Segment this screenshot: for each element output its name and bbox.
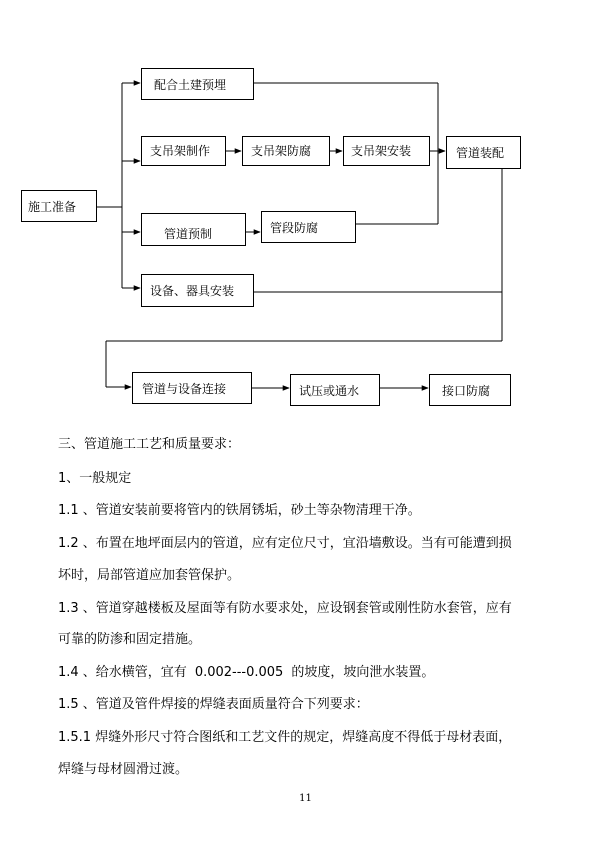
flow-box-pipe-assembly: [446, 136, 521, 169]
flow-box-hanger-install: [343, 136, 430, 166]
heading-general: 1、一般规定: [58, 471, 132, 486]
flow-label-civil: 配合土建预埋: [154, 77, 227, 92]
flow-box-equipment: [141, 274, 254, 307]
clause-1-5-1-line1: 1.5.1 焊缝外形尺寸符合图纸和工艺文件的规定，焊缝高度不得低于母材表面，: [58, 730, 512, 745]
clause-1-5: 1.5 、管道及管件焊接的焊缝表面质量符合下列要求：: [58, 697, 369, 712]
flow-label-pipe-connect: 管道与设备连接: [142, 381, 227, 396]
flow-label-hanger-make: 支吊架制作: [150, 144, 211, 158]
clause-1-4-suffix: 的坡度，坡向泄水装置。: [291, 665, 435, 680]
flow-box-pipe-prefab: [141, 213, 246, 246]
flow-box-pressure-test: [290, 374, 380, 406]
clause-1-1: 1.1 、管道安装前要将管内的铁屑锈垢，砂土等杂物清理干净。: [58, 503, 421, 518]
flow-label-hanger-install: 支吊架安装: [351, 144, 412, 158]
clause-1-3-line1: 1.3 、管道穿越楼板及屋面等有防水要求处，应设钢套管或刚性防水套管，应有: [58, 601, 512, 616]
flow-box-hanger-paint: [242, 136, 330, 166]
flow-box-pipe-paint: [261, 211, 356, 243]
clause-1-2-line1: 1.2 、布置在地坪面层内的管道，应有定位尺寸，宜沿墙敷设。当有可能遭到损: [58, 536, 512, 551]
flow-box-prep: [21, 190, 97, 222]
flow-box-pipe-connect: [132, 372, 252, 404]
clause-1-3-line2: 可靠的防渗和固定措施。: [58, 632, 202, 647]
flow-label-pressure-test: 试压或通水: [299, 383, 360, 398]
flow-label-hanger-paint: 支吊架防腐: [251, 144, 312, 158]
clause-1-4-prefix: 1.4 、给水横管，宜有: [58, 665, 187, 680]
flow-label-pipe-assembly: 管道装配: [456, 146, 505, 160]
flow-label-equipment: 设备、器具安装: [150, 284, 235, 298]
section-heading: 三、管道施工工艺和质量要求：: [58, 437, 241, 452]
clause-1-2-line2: 坏时，局部管道应加套管保护。: [58, 568, 241, 583]
flow-box-hanger-make: [141, 136, 226, 166]
flow-label-pipe-paint: 管段防腐: [270, 220, 319, 235]
flow-label-pipe-prefab: 管道预制: [164, 227, 213, 241]
page-number: 11: [299, 793, 312, 804]
flow-label-prep: 施工准备: [28, 199, 77, 214]
slope-value: 0.002---0.005: [194, 665, 284, 680]
clause-1-4: [58, 664, 434, 682]
flow-box-civil: [141, 68, 254, 100]
clause-1-5-1-line2: 焊缝与母材圆滑过渡。: [58, 762, 189, 777]
flow-label-joint-paint: 接口防腐: [442, 383, 491, 398]
flow-box-joint-paint: [429, 374, 511, 406]
